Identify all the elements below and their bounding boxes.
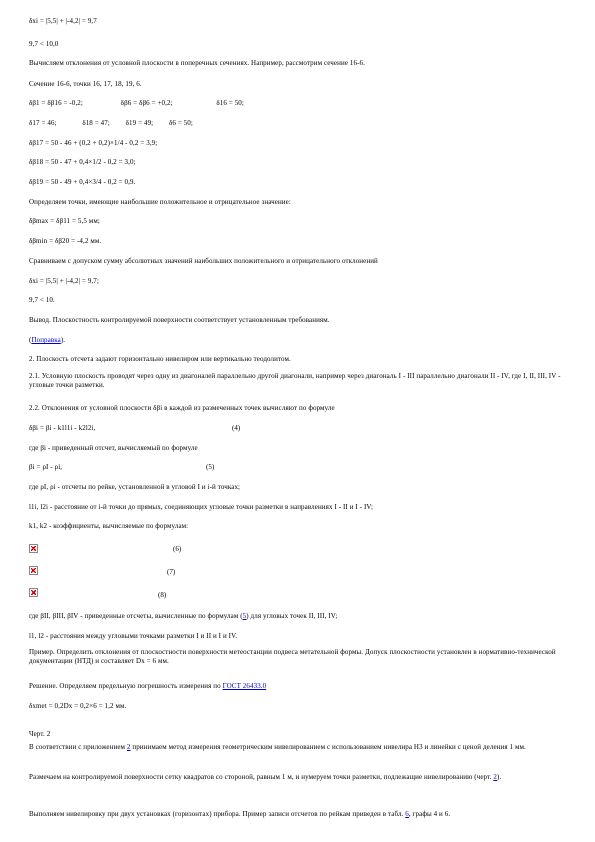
formula: βi = ρI - ρi,: [29, 463, 63, 471]
value: δ17 = 46;: [29, 119, 57, 127]
value: δβ1 = δβ16 = -0,2;: [29, 99, 83, 107]
formula-image-6: [29, 544, 38, 553]
text-line: Вычисляем отклонения от условной плоскости в поперечных сечениях. Например, рассмотрим сечение 16-6.: [29, 59, 365, 67]
drawing-2-link[interactable]: 2: [493, 773, 498, 781]
formula-number: (5): [206, 463, 215, 471]
formula-line: δxmet = 0,2Dx = 0,2×6 = 1,2 мм.: [29, 702, 127, 710]
figure-caption: Черт. 2: [29, 730, 51, 738]
formula-line: δβ17 = 50 - 46 + (0,2 + 0,2)×1/4 - 0,2 = 3,9;: [29, 139, 158, 147]
conclusion-line: Вывод. Плоскостность контролируемой поверхности соответствует установленным требованиям.: [29, 316, 330, 324]
text-line: где ρI, ρi - отсчеты по рейке, установленной в угловой I и i-й точках;: [29, 483, 241, 491]
example-paragraph: Пример. Определить отклонения от плоскостности поверхности метеостанции подвеса метательной формы. Допуск плоскостности установлен в нормативно-технической документации (НТД) и составляет Dx = 6 мм.: [29, 648, 556, 665]
formula-5-link[interactable]: 5: [242, 612, 247, 620]
text-line: 9,7 < 10,0: [29, 40, 59, 48]
formula-image-8: [29, 588, 38, 597]
text-line: l1i, l2i - расстояние от i-й точки до прямых, соединяющих угловые точки разметки в направлениях I - II и I - IV;: [29, 503, 374, 511]
text: Решение. Определяем предельную погрешность измерения по: [29, 682, 223, 690]
formula-line: [29, 463, 62, 472]
text: Размечаем на контролируемой поверхности сетку квадратов со стороной, равным 1 м, и нумеруем точки разметки, подлежащие нивелированию (черт.: [29, 773, 494, 781]
text: В соответствии с приложением: [29, 743, 127, 751]
text-line: Сравниваем с допуском сумму абсолютных значений наибольших положительного и отрицательного отклонений: [29, 257, 378, 265]
formula-line: δβmax = δβ11 = 5,5 мм;: [29, 217, 100, 225]
paragraph: [29, 773, 569, 782]
broken-image-icon: [29, 544, 38, 553]
text-line: где βi - приведенный отсчет, вычисляемый по формуле: [29, 444, 198, 452]
value: δ18 = 47;: [82, 119, 110, 127]
formula-image-7: [29, 566, 38, 575]
appendix-2-link[interactable]: 2: [126, 743, 131, 751]
text-line: 9,7 < 10.: [29, 296, 55, 304]
text-line: Сечение 16-6, точки 16, 17, 18, 19, 6.: [29, 80, 142, 88]
formula-number: (4): [232, 424, 241, 432]
formula-line: [29, 119, 193, 128]
paren-open: (: [29, 336, 32, 344]
amendment-link[interactable]: Поправка: [31, 336, 61, 344]
value: δ16 = 50;: [216, 99, 244, 107]
amendment-line: [29, 336, 65, 345]
text: ) для угловых точек II, III, IV;: [246, 612, 338, 620]
text-line: 2. Плоскость отсчета задают горизонтально нивелиром или вертикально теодолитом.: [29, 355, 291, 363]
formula-line: δβ18 = 50 - 47 + 0,4×1/2 - 0,2 = 3,0;: [29, 158, 136, 166]
text-line: Определяем точки, имеющие наибольшие положительное и отрицательное значение:: [29, 198, 291, 206]
text-line: [29, 612, 337, 621]
formula-line: δxi = |5,5| + |-4,2| = 9,7;: [29, 277, 99, 285]
formula-line: δβ19 = 50 - 49 + 0,4×3/4 - 0,2 = 0,9.: [29, 178, 136, 186]
text: Выполняем нивелировку при двух установках (горизонтах) прибора. Пример записи отсчетов по рейкам приведен в табл.: [29, 810, 406, 818]
paragraph: 2.1. Условную плоскость проводят через одну из диагоналей параллельно другой диагонали, например через диагональ I - III параллельно диагонали II - IV, где I, II, III, IV - угловые точки разметки.: [29, 372, 561, 389]
formula: δβi = βi - k1l1i - k2l2i,: [29, 424, 96, 432]
text-line: [29, 810, 450, 819]
broken-image-icon: [29, 588, 38, 597]
formula-line: [29, 99, 244, 108]
text-line: l1, l2 - расстояния между угловыми точками разметки I и II и I и IV.: [29, 632, 238, 640]
formula-number: (6): [173, 545, 182, 553]
value: δβ6 = δβ6 = +0,2;: [120, 99, 173, 107]
formula-line: δβmin = δβ20 = -4,2 мм.: [29, 237, 102, 245]
solution-line: [29, 682, 266, 691]
paragraph: [29, 743, 569, 752]
table-6-link[interactable]: 6: [405, 810, 409, 818]
value: δ19 = 49;: [125, 119, 154, 127]
value: δ6 = 50;: [168, 119, 193, 127]
formula-number: (7): [167, 568, 176, 576]
formula-line: δxi = |5,5| + |-4,2| = 9,7: [29, 17, 97, 25]
broken-image-icon: [29, 566, 38, 575]
formula-line: [29, 424, 95, 433]
text: где βII, βIII, βIV - приведенные отсчеты, вычисленные по формулам (: [29, 612, 243, 620]
text: принимаем метод измерения геометрическим нивелированием с использованием нивелира Н3 и линейки с ценой деления 1 мм.: [130, 743, 526, 751]
paren-close: ).: [60, 336, 66, 344]
text: ).: [497, 773, 502, 781]
text-line: k1, k2 - коэффициенты, вычисляемые по формулам:: [29, 522, 189, 530]
text: , графы 4 и 6.: [408, 810, 451, 818]
text-line: 2.2. Отклонения от условной плоскости δβi в каждой из размеченных точек вычисляют по формуле: [29, 404, 335, 412]
gost-link[interactable]: ГОСТ 26433.0: [222, 682, 267, 690]
formula-number: (8): [158, 591, 167, 599]
